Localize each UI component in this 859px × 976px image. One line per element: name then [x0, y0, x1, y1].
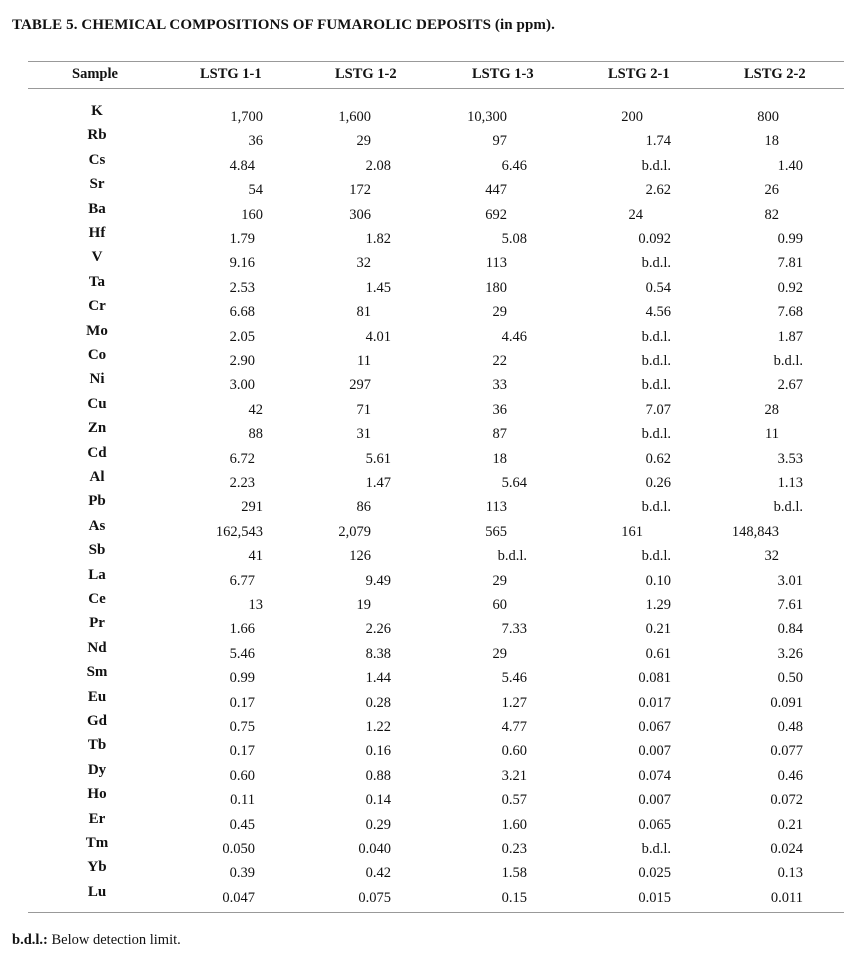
- element-label: Zn: [87, 420, 107, 437]
- value-cell: 97: [492, 133, 507, 150]
- value-cell: 36: [492, 401, 507, 418]
- value-cell: 172: [349, 182, 371, 199]
- element-label: Ce: [88, 591, 106, 607]
- value-cell: 6.46: [501, 157, 527, 174]
- value-cell: 0.081: [638, 670, 671, 687]
- value-cell: 0.21: [777, 816, 803, 833]
- value-cell: 2.05: [229, 328, 255, 345]
- value-cell: 0.007: [638, 792, 671, 809]
- value-cell: 4.84: [229, 157, 255, 174]
- value-cell: 0.92: [777, 279, 803, 296]
- element-label: Hf: [88, 225, 106, 241]
- value-cell: 0.065: [638, 816, 671, 833]
- value-cell: b.d.l.: [641, 328, 671, 345]
- column-header-lstg-1-2: LSTG 1-2: [335, 66, 397, 82]
- value-cell: 18: [764, 133, 779, 150]
- value-cell: 1.40: [777, 157, 803, 174]
- value-cell: 0.015: [638, 889, 671, 906]
- value-cell: 0.48: [777, 719, 803, 735]
- value-cell: 0.60: [229, 767, 255, 784]
- value-cell: 161: [621, 523, 643, 540]
- value-cell: 22: [492, 353, 507, 369]
- value-cell: 1.29: [645, 597, 671, 613]
- element-label: Cu: [87, 395, 107, 412]
- element-label: Tm: [85, 835, 109, 851]
- value-cell: 0.011: [770, 889, 803, 906]
- element-label: Al: [89, 469, 105, 485]
- element-label: Sb: [88, 542, 106, 559]
- value-cell: 0.99: [777, 231, 803, 247]
- element-label: Ho: [87, 786, 107, 803]
- value-cell: 29: [492, 572, 507, 589]
- value-cell: 0.092: [638, 231, 671, 247]
- value-cell: 0.025: [638, 865, 671, 882]
- value-cell: 0.62: [645, 450, 671, 467]
- value-cell: 0.75: [229, 719, 255, 735]
- element-label: Cd: [87, 444, 107, 461]
- value-cell: b.d.l.: [497, 548, 527, 565]
- value-cell: 3.53: [777, 450, 803, 467]
- value-cell: b.d.l.: [641, 841, 671, 857]
- value-cell: 0.26: [645, 475, 671, 491]
- value-cell: 0.50: [777, 670, 803, 687]
- element-label: Pb: [88, 493, 106, 510]
- footnote-text: Below detection limit.: [47, 932, 181, 948]
- column-header-sample: Sample: [72, 66, 118, 82]
- value-cell: 126: [349, 548, 371, 565]
- value-cell: 19: [356, 597, 371, 613]
- value-cell: 692: [485, 206, 507, 223]
- element-label: Gd: [86, 713, 107, 729]
- value-cell: 29: [356, 133, 371, 150]
- value-cell: 3.00: [229, 377, 255, 394]
- value-cell: 5.61: [365, 450, 391, 467]
- value-cell: 0.047: [222, 889, 255, 906]
- value-cell: 32: [356, 255, 371, 272]
- element-label: Mo: [86, 322, 108, 339]
- value-cell: 0.017: [638, 694, 671, 711]
- value-cell: 0.88: [365, 767, 391, 784]
- element-label: Dy: [87, 761, 107, 778]
- value-cell: 0.39: [229, 865, 255, 882]
- value-cell: 5.64: [501, 475, 527, 491]
- value-cell: b.d.l.: [773, 499, 803, 516]
- value-cell: 4.77: [501, 719, 527, 735]
- value-cell: 0.16: [365, 743, 391, 760]
- value-cell: 18: [492, 450, 507, 467]
- value-cell: 1.60: [501, 816, 527, 833]
- element-label: Cr: [88, 298, 106, 315]
- value-cell: 0.23: [501, 841, 527, 857]
- value-cell: 2.23: [229, 475, 255, 491]
- footnote: [12, 932, 181, 949]
- value-cell: b.d.l.: [641, 377, 671, 394]
- value-cell: b.d.l.: [641, 426, 671, 443]
- value-cell: 0.99: [229, 670, 255, 687]
- element-label: Sm: [86, 664, 108, 681]
- value-cell: 5.46: [501, 670, 527, 687]
- value-cell: 0.54: [645, 279, 671, 296]
- value-cell: 0.091: [770, 694, 803, 711]
- value-cell: b.d.l.: [641, 255, 671, 272]
- value-cell: 113: [485, 499, 507, 516]
- value-cell: b.d.l.: [641, 157, 671, 174]
- value-cell: 32: [764, 548, 779, 565]
- value-cell: 113: [485, 255, 507, 272]
- value-cell: 0.074: [638, 767, 671, 784]
- value-cell: 54: [248, 182, 263, 199]
- value-cell: 36: [248, 133, 263, 150]
- value-cell: 13: [248, 597, 263, 613]
- value-cell: 297: [349, 377, 371, 394]
- element-label: Ni: [89, 371, 105, 388]
- value-cell: 200: [621, 109, 643, 125]
- element-label: Cs: [88, 151, 106, 168]
- element-label: K: [91, 103, 103, 119]
- column-header-lstg-2-2: LSTG 2-2: [744, 66, 806, 82]
- value-cell: 1.87: [777, 328, 803, 345]
- value-cell: 60: [492, 597, 507, 613]
- value-cell: 0.61: [645, 645, 671, 662]
- value-cell: 180: [485, 279, 507, 296]
- value-cell: 800: [757, 109, 779, 125]
- element-label: Nd: [87, 639, 107, 656]
- value-cell: 2.62: [645, 182, 671, 199]
- element-label: Eu: [87, 688, 107, 705]
- value-cell: 0.28: [365, 694, 391, 711]
- value-cell: 31: [356, 426, 371, 443]
- value-cell: 3.01: [777, 572, 803, 589]
- value-cell: 9.49: [365, 572, 391, 589]
- value-cell: 565: [485, 523, 507, 540]
- value-cell: 29: [492, 645, 507, 662]
- value-cell: 88: [248, 426, 263, 443]
- value-cell: 160: [241, 206, 263, 223]
- table-top-rule: [28, 61, 844, 62]
- value-cell: 1.13: [777, 475, 803, 491]
- value-cell: 2.90: [229, 353, 255, 369]
- value-cell: 11: [357, 353, 371, 369]
- value-cell: 71: [356, 401, 371, 418]
- value-cell: 0.10: [645, 572, 671, 589]
- value-cell: 1,600: [338, 109, 371, 125]
- value-cell: 3.26: [777, 645, 803, 662]
- value-cell: 86: [356, 499, 371, 516]
- value-cell: 0.57: [501, 792, 527, 809]
- value-cell: 0.29: [365, 816, 391, 833]
- value-cell: 162,543: [215, 523, 263, 540]
- value-cell: 0.072: [770, 792, 803, 809]
- value-cell: 8.38: [365, 645, 391, 662]
- value-cell: 1.66: [229, 621, 255, 638]
- value-cell: 4.56: [645, 304, 671, 321]
- value-cell: 7.07: [645, 401, 671, 418]
- value-cell: 1.27: [501, 694, 527, 711]
- column-header-lstg-1-3: LSTG 1-3: [472, 66, 534, 82]
- value-cell: 0.14: [365, 792, 391, 809]
- value-cell: 447: [485, 182, 507, 199]
- value-cell: 2.26: [365, 621, 391, 638]
- table-title: TABLE 5. CHEMICAL COMPOSITIONS OF FUMAROLIC DEPOSITS (in ppm).: [12, 17, 555, 33]
- value-cell: 2.08: [365, 157, 391, 174]
- value-cell: 6.68: [229, 304, 255, 321]
- element-label: Er: [88, 810, 106, 827]
- value-cell: 1.45: [365, 279, 391, 296]
- element-label: Rb: [87, 127, 107, 144]
- value-cell: 0.42: [365, 865, 391, 882]
- value-cell: 28: [764, 401, 779, 418]
- value-cell: 0.11: [230, 792, 255, 809]
- value-cell: 2.67: [777, 377, 803, 394]
- element-label: Pr: [89, 615, 105, 632]
- value-cell: 1.79: [229, 231, 255, 247]
- value-cell: 0.17: [229, 743, 255, 760]
- value-cell: 306: [349, 206, 371, 223]
- value-cell: 11: [765, 426, 779, 443]
- value-cell: 0.21: [645, 621, 671, 638]
- value-cell: 1.44: [365, 670, 391, 687]
- value-cell: 82: [764, 206, 779, 223]
- value-cell: b.d.l.: [641, 353, 671, 369]
- value-cell: 0.84: [777, 621, 803, 638]
- value-cell: 7.33: [501, 621, 527, 638]
- value-cell: 24: [628, 206, 643, 223]
- value-cell: 0.45: [229, 816, 255, 833]
- value-cell: b.d.l.: [641, 499, 671, 516]
- footnote-term: b.d.l.:: [12, 932, 48, 948]
- value-cell: 7.81: [777, 255, 803, 272]
- value-cell: 0.024: [770, 841, 803, 857]
- value-cell: 81: [356, 304, 371, 321]
- value-cell: b.d.l.: [641, 548, 671, 565]
- value-cell: 33: [492, 377, 507, 394]
- value-cell: 3.21: [501, 767, 527, 784]
- element-label: Tb: [87, 737, 107, 754]
- value-cell: 7.68: [777, 304, 803, 321]
- value-cell: 1.22: [365, 719, 391, 735]
- value-cell: 0.007: [638, 743, 671, 760]
- value-cell: 0.067: [638, 719, 671, 735]
- value-cell: 0.15: [501, 889, 527, 906]
- value-cell: 2,079: [338, 523, 371, 540]
- value-cell: 1,700: [230, 109, 263, 125]
- value-cell: 4.46: [501, 328, 527, 345]
- element-label: V: [91, 249, 103, 266]
- value-cell: 2.53: [229, 279, 255, 296]
- value-cell: b.d.l.: [773, 353, 803, 369]
- value-cell: 41: [248, 548, 263, 565]
- value-cell: 291: [241, 499, 263, 516]
- element-label: As: [88, 517, 106, 534]
- value-cell: 10,300: [467, 109, 507, 125]
- value-cell: 6.72: [229, 450, 255, 467]
- element-label: Ta: [88, 273, 106, 290]
- value-cell: 5.08: [501, 231, 527, 247]
- value-cell: 0.050: [222, 841, 255, 857]
- value-cell: 1.82: [365, 231, 391, 247]
- value-cell: 1.74: [645, 133, 671, 150]
- value-cell: 7.61: [777, 597, 803, 613]
- element-label: Sr: [89, 176, 105, 193]
- value-cell: 0.075: [358, 889, 391, 906]
- value-cell: 26: [764, 182, 779, 199]
- element-label: Ba: [88, 200, 106, 217]
- value-cell: 0.040: [358, 841, 391, 857]
- value-cell: 0.46: [777, 767, 803, 784]
- value-cell: 87: [492, 426, 507, 443]
- element-label: La: [88, 566, 106, 583]
- column-header-lstg-2-1: LSTG 2-1: [608, 66, 670, 82]
- value-cell: 42: [248, 401, 263, 418]
- table-bottom-rule: [28, 912, 844, 913]
- value-cell: 148,843: [731, 523, 779, 540]
- value-cell: 0.077: [770, 743, 803, 760]
- value-cell: 29: [492, 304, 507, 321]
- element-label: Lu: [87, 883, 107, 900]
- value-cell: 6.77: [229, 572, 255, 589]
- value-cell: 0.17: [229, 694, 255, 711]
- value-cell: 0.13: [777, 865, 803, 882]
- value-cell: 1.58: [501, 865, 527, 882]
- value-cell: 1.47: [365, 475, 391, 491]
- element-label: Yb: [87, 859, 107, 876]
- value-cell: 4.01: [365, 328, 391, 345]
- value-cell: 9.16: [229, 255, 255, 272]
- value-cell: 0.60: [501, 743, 527, 760]
- element-label: Co: [87, 347, 107, 363]
- value-cell: 5.46: [229, 645, 255, 662]
- table-header-rule: [28, 88, 844, 89]
- column-header-lstg-1-1: LSTG 1-1: [200, 66, 262, 82]
